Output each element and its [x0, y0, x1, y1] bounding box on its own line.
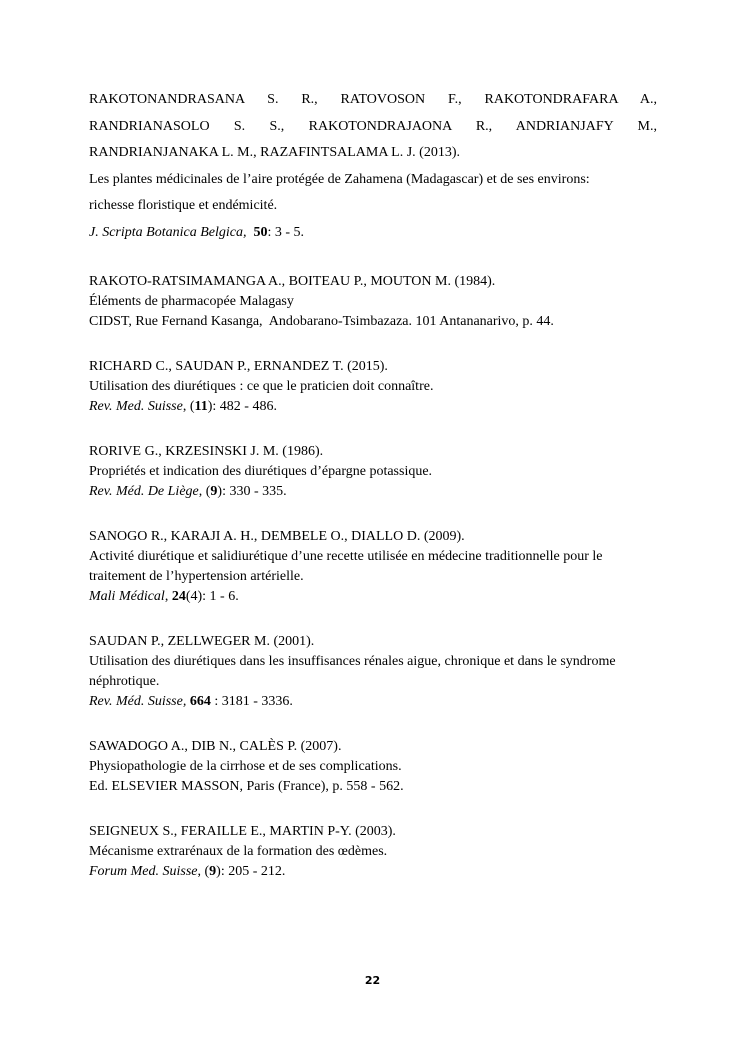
reference-seigneux-2003: [89, 822, 657, 882]
reference-authors-line: RANDRIANJANAKA L. M., RAZAFINTSALAMA L. J. (2013).: [89, 145, 461, 160]
reference-richard-2015: [89, 357, 657, 417]
reference-title: Éléments de pharmacopée Malagasy: [89, 294, 294, 309]
reference-authors: SAWADOGO A., DIB N., CALÈS P. (2007).: [89, 739, 342, 754]
reference-journal: Rev. Méd. Suisse,: [89, 694, 187, 709]
reference-title: Utilisation des diurétiques : ce que le praticien doit connaître.: [89, 379, 434, 394]
reference-separator: , (: [198, 484, 211, 499]
reference-separator: , (: [182, 399, 195, 414]
reference-authors-line: RANDRIANASOLO S. S., RAKOTONDRAJAONA R., ANDRIANJAFY M.,: [89, 118, 657, 134]
reference-source: [89, 220, 657, 247]
reference-list: [89, 87, 657, 882]
reference-sawadogo-2007: [89, 737, 657, 797]
reference-sanogo-2009: [89, 527, 657, 607]
reference-pages: : 3181 - 3336.: [210, 694, 293, 709]
reference-pages: : 3 - 5.: [267, 224, 305, 240]
reference-pages: (4): 1 - 6.: [185, 589, 239, 604]
reference-pages: ): 482 - 486.: [207, 399, 277, 414]
reference-title-line: richesse floristique et endémicité.: [89, 198, 278, 213]
reference-rakoto-ratsimamanga-1984: [89, 272, 657, 332]
reference-title-line: Activité diurétique et salidiurétique d’une recette utilisée en médecine traditionnelle pour le: [89, 549, 603, 564]
reference-source: [89, 587, 657, 607]
reference-volume: 664: [189, 694, 211, 709]
reference-pages: ): 330 - 335.: [217, 484, 287, 499]
reference-source: [89, 692, 657, 712]
reference-title-line: Les plantes médicinales de l’aire protégée de Zahamena (Madagascar) et de ses environs:: [89, 171, 590, 187]
reference-issue: 11: [194, 399, 208, 414]
reference-authors-line: RAKOTONANDRASANA S. R., RATOVOSON F., RAKOTONDRAFARA A.,: [89, 92, 657, 107]
reference-issue: 9: [210, 484, 218, 499]
reference-pages: ): 205 - 212.: [216, 864, 286, 879]
reference-authors: SANOGO R., KARAJI A. H., DEMBELE O., DIALLO D. (2009).: [89, 529, 465, 544]
reference-title: Mécanisme extrarénaux de la formation des œdèmes.: [89, 844, 388, 859]
reference-journal: Rev. Med. Suisse: [89, 399, 183, 414]
reference-saudan-2001: [89, 632, 657, 712]
reference-separator: ,: [164, 589, 172, 604]
reference-journal: Forum Med. Suisse: [89, 864, 198, 879]
reference-title-line: traitement de l’hypertension artérielle.: [89, 569, 304, 584]
reference-journal: Mali Médical: [89, 589, 165, 604]
page-number: 22: [364, 974, 381, 987]
reference-authors: SAUDAN P., ZELLWEGER M. (2001).: [89, 634, 315, 649]
reference-title: Physiopathologie de la cirrhose et de ses complications.: [89, 759, 402, 774]
reference-title: Propriétés et indication des diurétiques d’épargne potassique.: [89, 464, 433, 479]
reference-publisher: Ed. ELSEVIER MASSON, Paris (France), p. 558 - 562.: [89, 779, 404, 794]
reference-source: [89, 482, 657, 502]
reference-rorive-1986: [89, 442, 657, 502]
reference-journal: J. Scripta Botanica Belgica,: [89, 224, 247, 240]
reference-separator: , (: [197, 864, 210, 879]
reference-volume: 50: [253, 224, 268, 240]
reference-issue: 9: [209, 864, 217, 879]
reference-authors: RAKOTO-RATSIMAMANGA A., BOITEAU P., MOUTON M. (1984).: [89, 274, 496, 289]
reference-journal: Rev. Méd. De Liège: [89, 484, 199, 499]
reference-title-line: néphrotique.: [89, 674, 160, 689]
reference-source: [89, 862, 657, 882]
reference-publisher: CIDST, Rue Fernand Kasanga, Andobarano-Tsimbazaza. 101 Antananarivo, p. 44.: [89, 314, 554, 329]
reference-title-line: Utilisation des diurétiques dans les insuffisances rénales aigue, chronique et dans le syndrome: [89, 654, 616, 669]
reference-authors: SEIGNEUX S., FERAILLE E., MARTIN P-Y. (2003).: [89, 824, 396, 839]
reference-source: [89, 397, 657, 417]
reference-authors: RORIVE G., KRZESINSKI J. M. (1986).: [89, 444, 324, 459]
reference-volume: 24: [171, 589, 186, 604]
reference-rakotonandrasana-2013: [89, 87, 657, 246]
reference-authors: RICHARD C., SAUDAN P., ERNANDEZ T. (2015).: [89, 359, 388, 374]
